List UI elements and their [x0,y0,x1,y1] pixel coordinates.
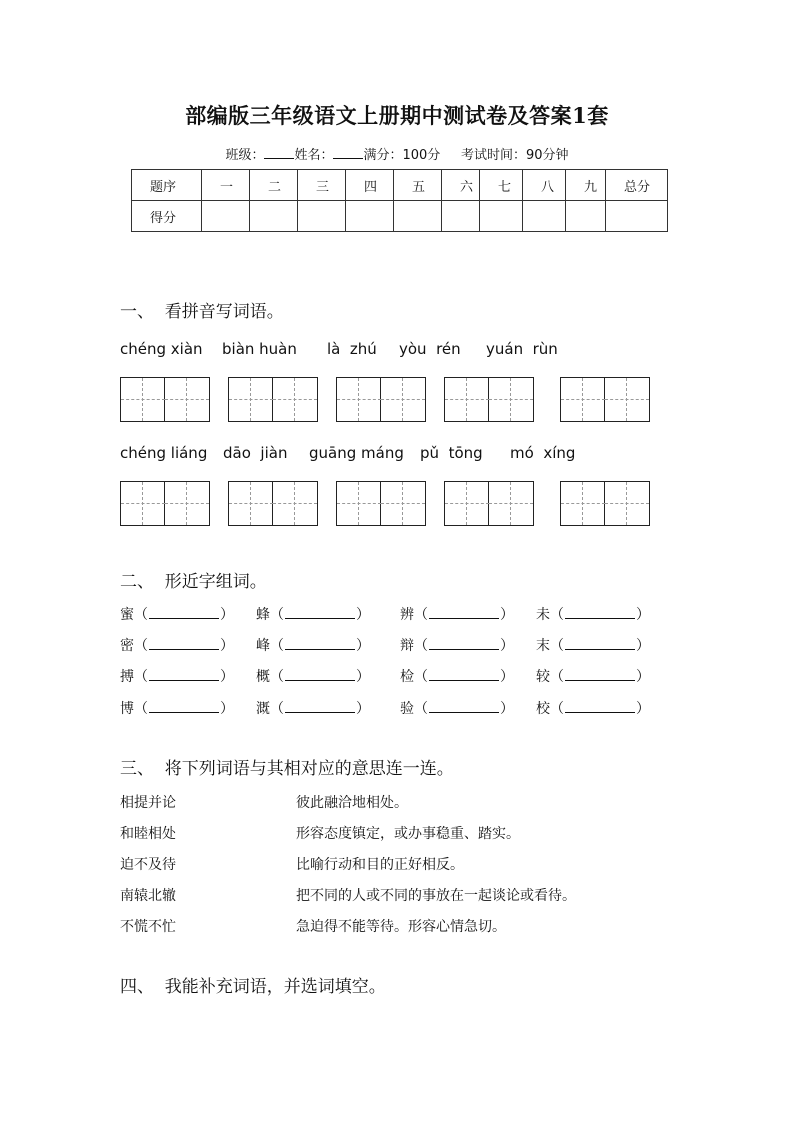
match-row [120,916,680,936]
close-paren: ） [220,701,234,717]
char: 峰 [256,638,270,654]
close-paren: ） [500,607,514,623]
score-table-score-row [132,201,668,232]
score-cell[interactable] [202,201,250,232]
answer-blank[interactable] [149,604,219,619]
writing-grid[interactable] [336,481,426,526]
writing-grid[interactable] [120,481,210,526]
answer-blank[interactable] [285,604,355,619]
score-header-cell: 六 [442,170,480,201]
char: 概 [256,669,270,685]
close-paren: ） [500,638,514,654]
score-header-cell: 八 [523,170,566,201]
answer-blank[interactable] [565,604,635,619]
char: 未 [536,607,550,623]
full-score: 满分：100分 [363,148,441,163]
score-cell[interactable] [606,201,668,232]
open-paren: （ [550,638,564,654]
char: 校 [536,701,550,717]
char-fill-item [120,666,234,686]
pinyin-label: dāo jiàn [223,444,288,462]
pinyin-row-1 [120,340,660,360]
open-paren: （ [550,701,564,717]
idiom[interactable]: 南辕北辙 [120,888,176,904]
char-fill-item [120,635,234,655]
score-cell[interactable] [523,201,566,232]
score-cell[interactable] [394,201,442,232]
open-paren: （ [270,607,284,623]
section3-heading: 三、 将下列词语与其相对应的意思连一连。 [120,759,454,779]
close-paren: ） [356,669,370,685]
open-paren: （ [134,669,148,685]
answer-blank[interactable] [565,635,635,650]
answer-blank[interactable] [429,604,499,619]
answer-blank[interactable] [429,635,499,650]
char-fill-item [120,698,234,718]
char-fill-item [256,666,370,686]
close-paren: ） [356,638,370,654]
pinyin-label: mó xíng [510,444,576,462]
char: 检 [400,669,414,685]
answer-blank[interactable] [429,666,499,681]
idiom[interactable]: 不慌不忙 [120,919,176,935]
exam-time: 考试时间：90分钟 [460,148,569,163]
char-fill-item [256,604,370,624]
char-fill-item [400,635,514,655]
close-paren: ） [356,607,370,623]
open-paren: （ [550,669,564,685]
close-paren: ） [500,701,514,717]
name-blank[interactable] [333,146,363,159]
char: 蜜 [120,607,134,623]
answer-blank[interactable] [149,666,219,681]
answer-blank[interactable] [565,698,635,713]
name-label: 姓名： [294,148,334,163]
answer-blank[interactable] [429,698,499,713]
class-blank[interactable] [264,146,294,159]
score-table-header-row [132,170,668,201]
match-row [120,854,680,874]
score-cell[interactable] [346,201,394,232]
char-fill-item [400,666,514,686]
open-paren: （ [270,701,284,717]
open-paren: （ [414,669,428,685]
open-paren: （ [134,607,148,623]
score-header-cell: 二 [250,170,298,201]
score-header-cell: 题序 [132,170,202,201]
idiom[interactable]: 和睦相处 [120,826,176,842]
open-paren: （ [134,638,148,654]
close-paren: ） [636,669,650,685]
pinyin-label: yuán rùn [486,340,558,358]
meaning[interactable]: 形容态度镇定，或办事稳重、踏实。 [296,826,520,842]
close-paren: ） [500,669,514,685]
char: 较 [536,669,550,685]
char: 密 [120,638,134,654]
idiom[interactable]: 相提并论 [120,795,176,811]
char: 末 [536,638,550,654]
page-title: 部编版三年级语文上册期中测试卷及答案1套 [185,103,609,128]
score-header-cell: 四 [346,170,394,201]
meaning[interactable]: 把不同的人或不同的事放在一起谈论或看待。 [296,888,576,904]
word-row [120,604,660,624]
word-row [120,666,660,686]
pinyin-label: pǔ tōng [420,444,483,462]
score-table [131,169,668,232]
char: 验 [400,701,414,717]
pinyin-label: yòu rén [399,340,461,358]
word-row [120,635,660,655]
word-row [120,698,660,718]
pinyin-row-2 [120,444,660,464]
writing-grid[interactable] [120,377,210,422]
writing-grid[interactable] [444,481,534,526]
answer-blank[interactable] [149,698,219,713]
close-paren: ） [636,638,650,654]
close-paren: ） [636,607,650,623]
match-row [120,792,680,812]
close-paren: ） [636,701,650,717]
pinyin-label: chéng xiàn [120,340,203,358]
open-paren: （ [414,638,428,654]
pinyin-label: chéng liáng [120,444,208,462]
writing-grid[interactable] [336,377,426,422]
char-fill-item [400,698,514,718]
meaning[interactable]: 急迫得不能等待。形容心情急切。 [296,919,506,935]
answer-blank[interactable] [149,635,219,650]
score-cell[interactable] [250,201,298,232]
score-cell[interactable] [566,201,606,232]
open-paren: （ [414,607,428,623]
char: 博 [120,701,134,717]
open-paren: （ [270,638,284,654]
pinyin-label: là zhú [327,340,377,358]
char: 蜂 [256,607,270,623]
pinyin-label: guāng máng [309,444,404,462]
close-paren: ） [220,669,234,685]
char-fill-item [536,635,650,655]
section4-heading: 四、 我能补充词语，并选词填空。 [120,977,386,997]
match-row [120,823,680,843]
open-paren: （ [414,701,428,717]
score-header-cell: 五 [394,170,442,201]
close-paren: ） [220,607,234,623]
section1-heading: 一、 看拼音写词语。 [120,302,284,322]
score-cell[interactable] [480,201,523,232]
match-row [120,885,680,905]
close-paren: ） [220,638,234,654]
char: 辨 [400,607,414,623]
idiom[interactable]: 迫不及待 [120,857,176,873]
score-header-cell: 九 [566,170,606,201]
meaning[interactable]: 比喻行动和目的正好相反。 [296,857,464,873]
writing-grid[interactable] [560,481,650,526]
meaning[interactable]: 彼此融洽地相处。 [296,795,408,811]
open-paren: （ [550,607,564,623]
score-row-label: 得分 [132,201,202,232]
char: 溉 [256,701,270,717]
open-paren: （ [134,701,148,717]
score-header-cell: 一 [202,170,250,201]
char-fill-item [400,604,514,624]
open-paren: （ [270,669,284,685]
answer-blank[interactable] [285,635,355,650]
answer-blank[interactable] [285,666,355,681]
answer-blank[interactable] [565,666,635,681]
answer-blank[interactable] [285,698,355,713]
char-fill-item [536,698,650,718]
writing-grid[interactable] [560,377,650,422]
char-fill-item [256,698,370,718]
writing-grid[interactable] [228,481,318,526]
char: 辩 [400,638,414,654]
pinyin-label: biàn huàn [222,340,297,358]
score-header-cell: 七 [480,170,523,201]
score-header-cell: 三 [298,170,346,201]
close-paren: ） [356,701,370,717]
score-cell[interactable] [298,201,346,232]
score-cell[interactable] [442,201,480,232]
writing-grid[interactable] [444,377,534,422]
score-header-cell: 总分 [606,170,668,201]
char-fill-item [120,604,234,624]
class-label: 班级： [225,148,265,163]
section2-heading: 二、 形近字组词。 [120,572,267,592]
char-fill-item [256,635,370,655]
char-fill-item [536,604,650,624]
writing-grid[interactable] [228,377,318,422]
exam-info-line [0,144,794,163]
char: 搏 [120,669,134,685]
char-fill-item [536,666,650,686]
